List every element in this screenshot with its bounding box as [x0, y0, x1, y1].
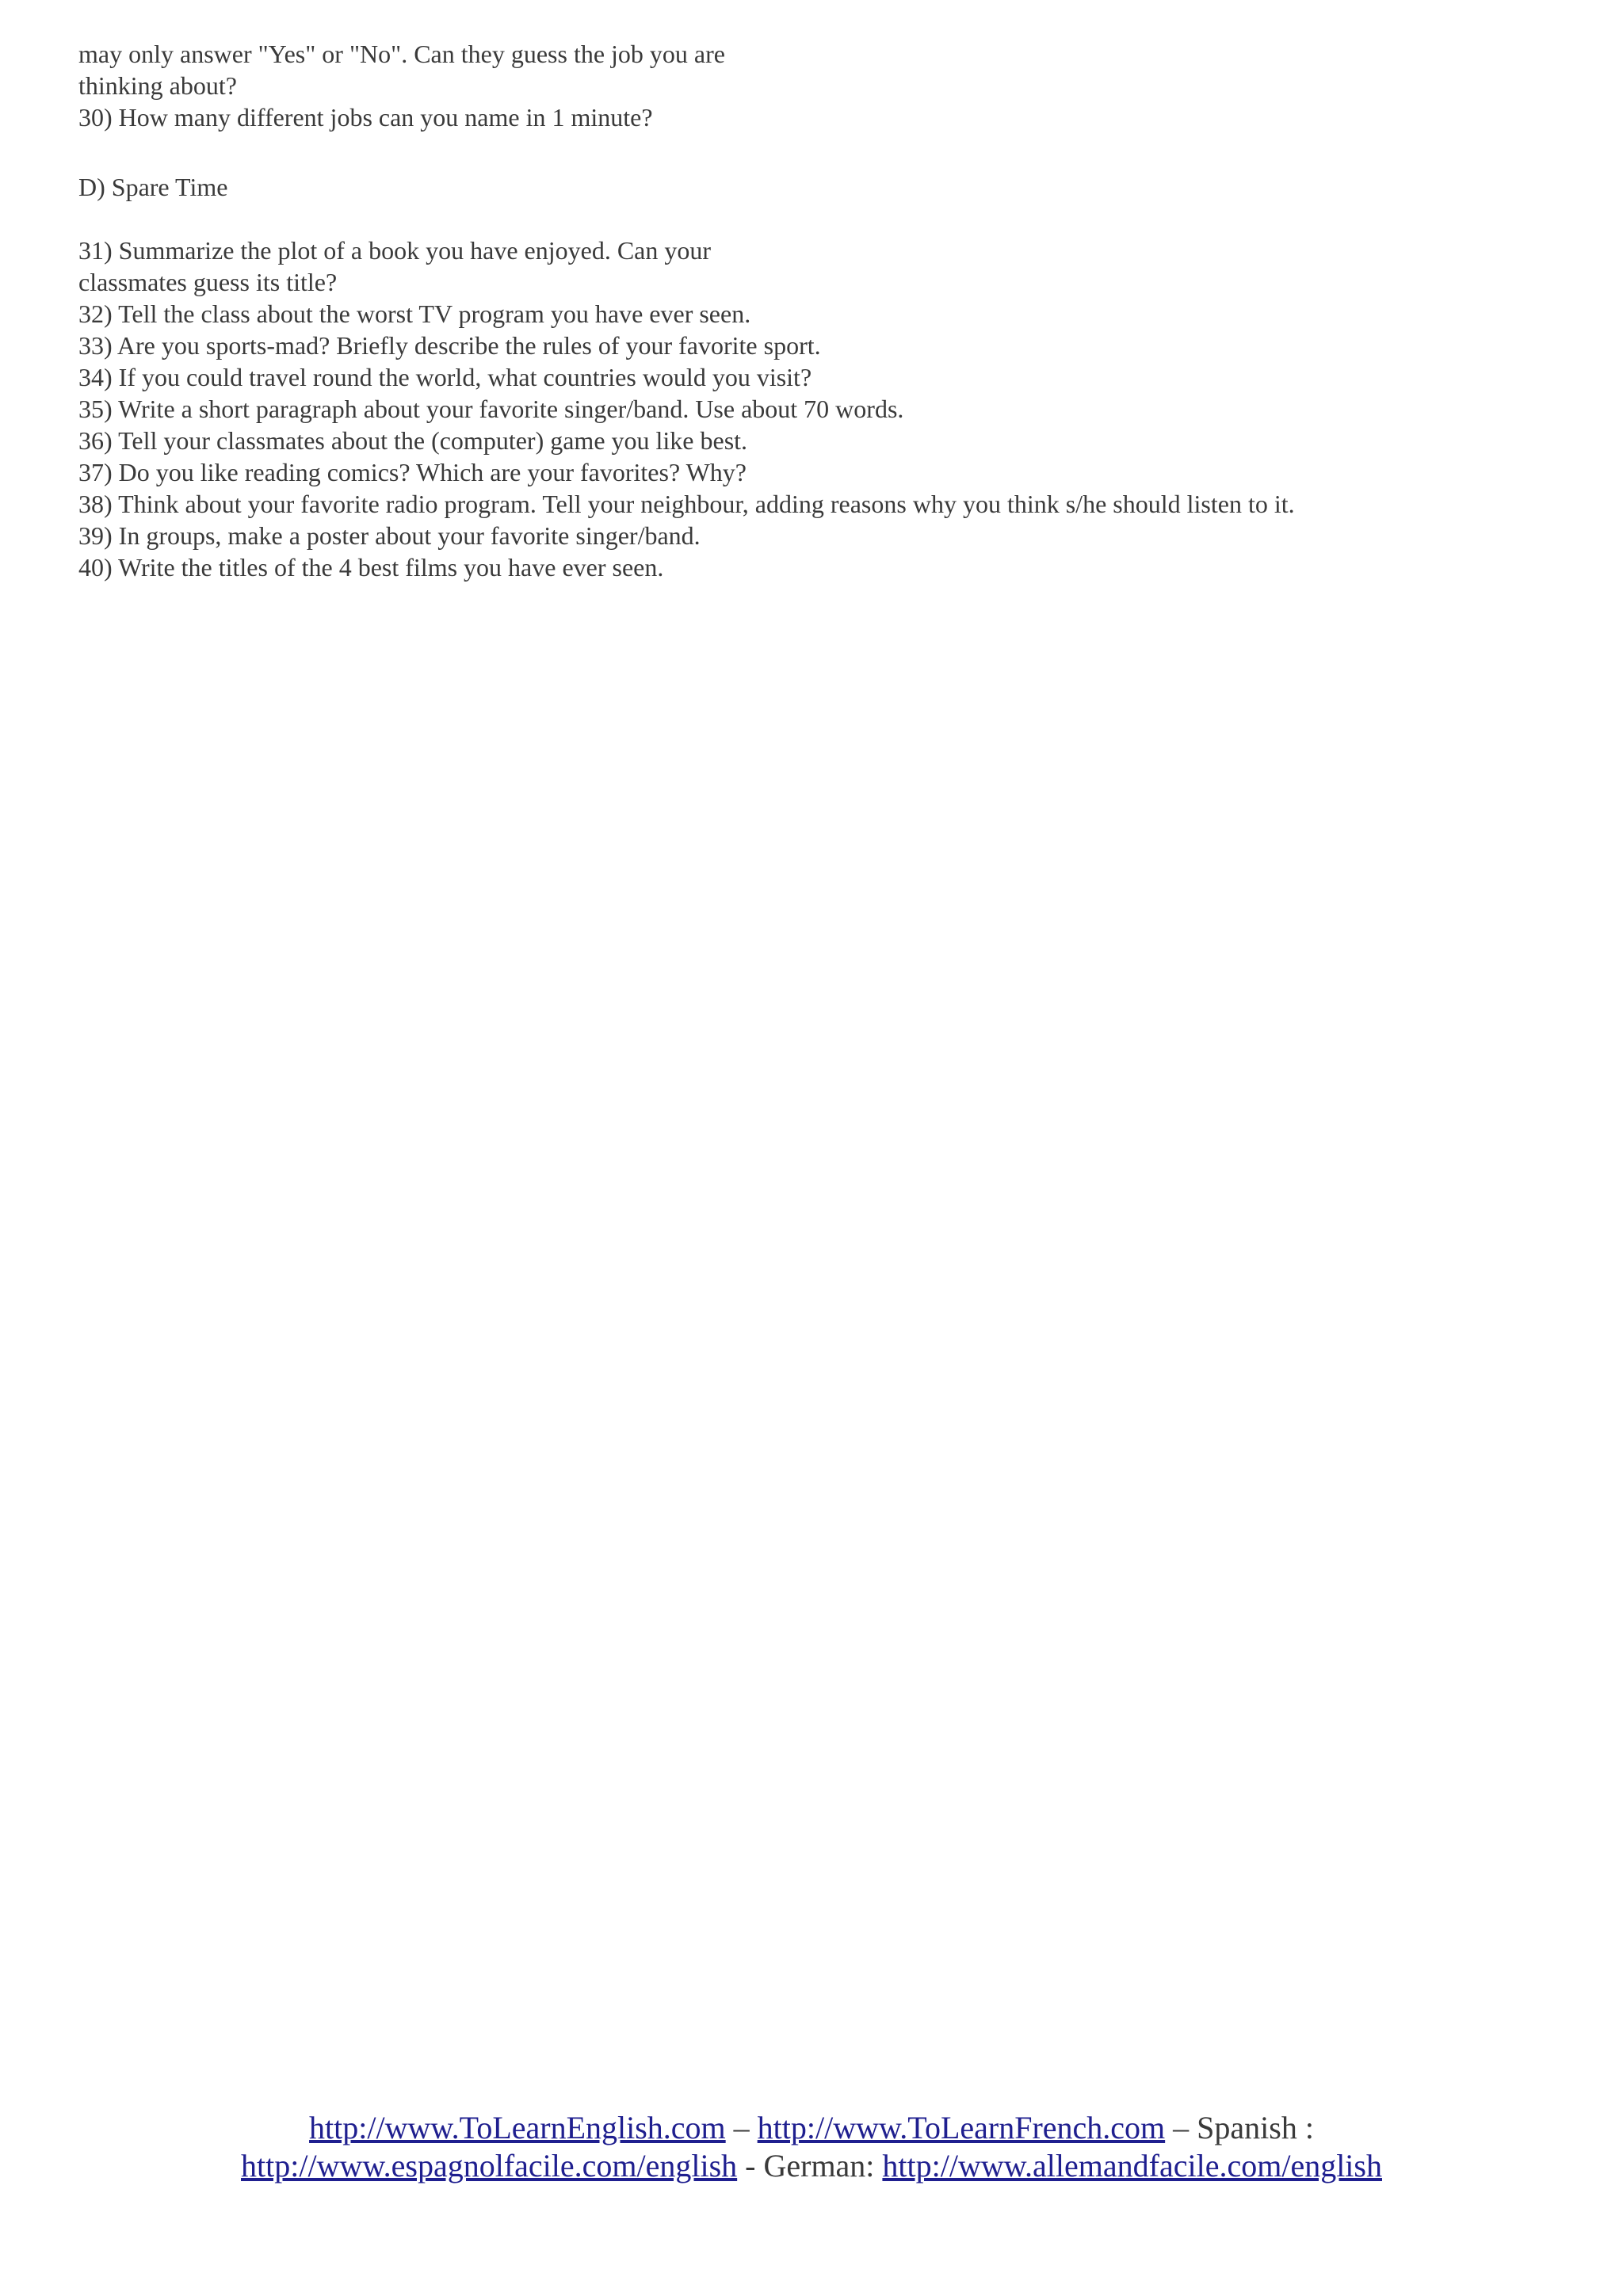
question-item: 40) Write the titles of the 4 best films you have ever seen. — [78, 553, 664, 582]
question-item: 35) Write a short paragraph about your favorite singer/band. Use about 70 words. — [78, 395, 904, 423]
question-item: 32) Tell the class about the worst TV program you have ever seen. — [78, 299, 751, 328]
footer-line-1 — [0, 2109, 1623, 2147]
text-line: may only answer "Yes" or "No". Can they guess the job you are — [78, 40, 725, 68]
footer-spanish-label: – Spanish : — [1165, 2110, 1314, 2145]
footer-german-label: - German: — [737, 2148, 883, 2183]
section-heading: D) Spare Time — [78, 173, 228, 201]
footer-separator: – — [725, 2110, 758, 2145]
spacer — [78, 133, 1568, 171]
question-item: 37) Do you like reading comics? Which are your favorites? Why? — [78, 458, 747, 486]
text-line: classmates guess its title? — [78, 268, 338, 296]
link-tolearnenglish[interactable]: http://www.ToLearnEnglish.com — [309, 2110, 726, 2145]
link-tolearnfrench[interactable]: http://www.ToLearnFrench.com — [757, 2110, 1166, 2145]
question-item: 31) Summarize the plot of a book you have enjoyed. Can your — [78, 236, 712, 265]
question-item: 34) If you could travel round the world, what countries would you visit? — [78, 363, 812, 391]
question-item: 36) Tell your classmates about the (computer) game you like best. — [78, 426, 748, 455]
question-item: 38) Think about your favorite radio program. Tell your neighbour, adding reasons why you think s/he should listen to it. — [78, 490, 1295, 518]
footer-line-2 — [0, 2147, 1623, 2185]
text-line: thinking about? — [78, 71, 237, 100]
link-espagnolfacile[interactable]: http://www.espagnolfacile.com/english — [241, 2148, 738, 2183]
question-item: 39) In groups, make a poster about your favorite singer/band. — [78, 521, 701, 550]
spacer — [78, 203, 1568, 235]
question-item: 30) How many different jobs can you name in 1 minute? — [78, 103, 653, 132]
question-item: 33) Are you sports-mad? Briefly describe the rules of your favorite sport. — [78, 331, 821, 360]
document-body — [78, 38, 1568, 583]
link-allemandfacile[interactable]: http://www.allemandfacile.com/english — [882, 2148, 1382, 2183]
